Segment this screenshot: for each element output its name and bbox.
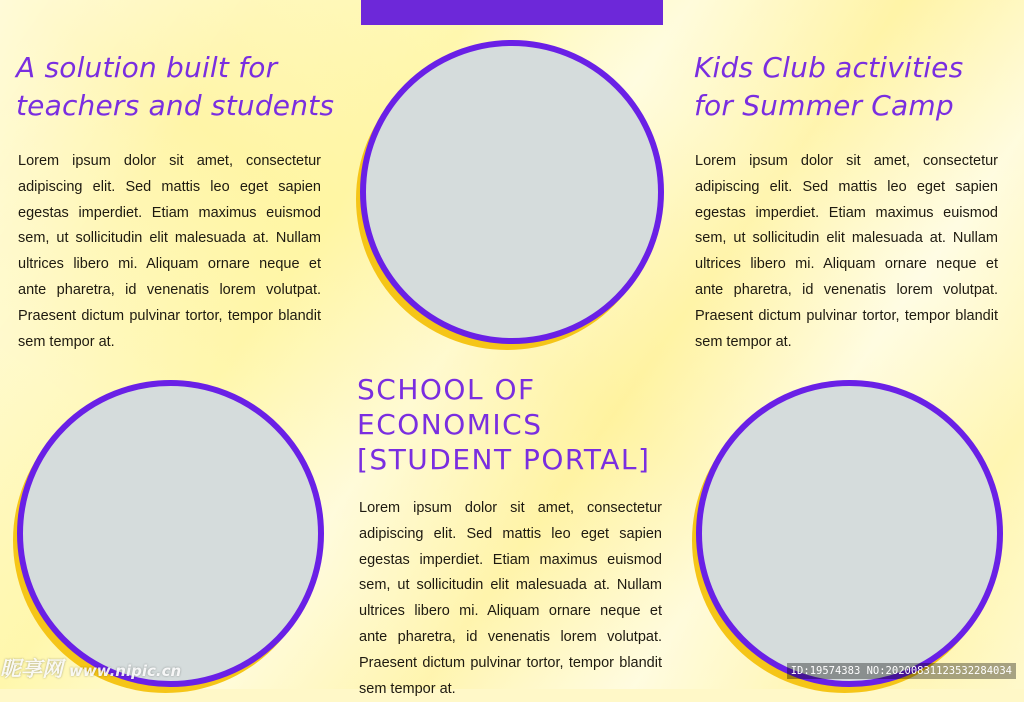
photo-placeholder-bottom-left <box>17 380 324 687</box>
left-heading: A solution built for teachers and students <box>16 51 335 122</box>
image-id-watermark: ID:19574383 NO:20200831123532284034 <box>787 663 1016 679</box>
left-body-text: Lorem ipsum dolor sit amet, consectetur adipiscing elit. Sed mattis leo eget sapien egestas imperdiet. Etiam maximus euismod sem, ut sollicitudin elit malesuada at. Nullam ultrices libero mi. Aliquam ornare neque et ante pharetra, id venenatis lorem volutpat. Praesent dictum pulvinar tortor, tempor blandit sem tempor at. <box>18 153 321 350</box>
top-accent-bar <box>361 0 663 25</box>
center-body-text: Lorem ipsum dolor sit amet, consectetur adipiscing elit. Sed mattis leo eget sapien egestas imperdiet. Etiam maximus euismod sem, ut sollicitudin elit malesuada at. Nullam ultrices libero mi. Aliquam ornare neque et ante pharetra, id venenatis lorem volutpat. Praesent dictum pulvinar tortor, tempor blandit sem tempor at. <box>359 500 662 697</box>
site-watermark-url: www.nipic.cn <box>69 662 182 680</box>
right-body-text: Lorem ipsum dolor sit amet, consectetur adipiscing elit. Sed mattis leo eget sapien egestas imperdiet. Etiam maximus euismod sem, ut sollicitudin elit malesuada at. Nullam ultrices libero mi. Aliquam ornare neque et ante pharetra, id venenatis lorem volutpat. Praesent dictum pulvinar tortor, tempor blandit sem tempor at. <box>695 153 998 350</box>
center-heading: SCHOOL OF ECONOMICS [STUDENT PORTAL] <box>357 373 651 476</box>
photo-placeholder-top-center <box>360 40 664 344</box>
site-watermark-name: 昵享网 <box>0 657 63 681</box>
site-watermark <box>0 653 181 683</box>
right-heading: Kids Club activities for Summer Camp <box>694 51 964 122</box>
photo-placeholder-bottom-right <box>696 380 1003 687</box>
